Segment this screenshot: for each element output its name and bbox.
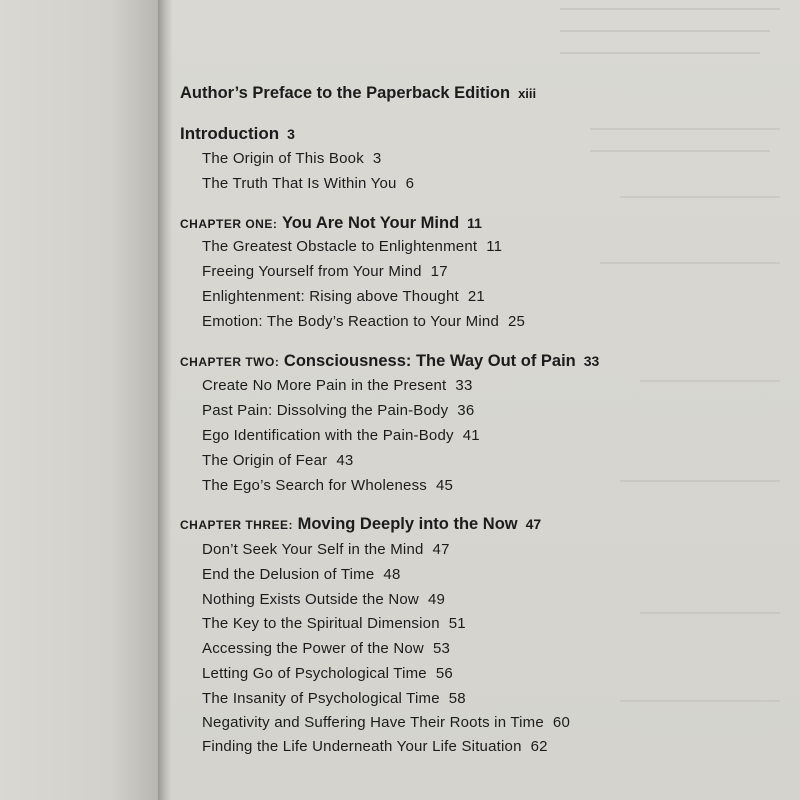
- toc-entry: [202, 288, 485, 305]
- entry-page: 21: [467, 288, 485, 305]
- entry-page: 51: [448, 615, 466, 632]
- entry-title: Freeing Yourself from Your Mind: [202, 263, 422, 280]
- entry-page: 45: [436, 477, 454, 494]
- toc-introduction: [180, 124, 295, 144]
- entry-title: Accessing the Power of the Now: [202, 640, 424, 657]
- entry-title: Negativity and Suffering Have Their Roots in Time: [202, 714, 544, 731]
- entry-page: 62: [530, 738, 548, 755]
- entry-title: The Origin of This Book: [202, 150, 364, 167]
- chapter-title: Consciousness: The Way Out of Pain: [283, 352, 576, 370]
- entry-title: Create No More Pain in the Present: [202, 377, 447, 394]
- entry-title: Nothing Exists Outside the Now: [202, 591, 419, 608]
- toc-entry: [202, 477, 453, 494]
- entry-page: 33: [455, 377, 473, 394]
- entry-page: 60: [552, 714, 571, 731]
- introduction-title: Introduction: [180, 124, 280, 143]
- preface-title: Author’s Preface to the Paperback Edition: [180, 84, 511, 102]
- entry-title: Past Pain: Dissolving the Pain-Body: [202, 402, 449, 419]
- chapter-heading-three: [180, 515, 541, 534]
- toc-entry: [202, 665, 453, 682]
- toc-entry: [202, 738, 548, 755]
- toc-entry: [202, 690, 466, 707]
- entry-page: 56: [435, 665, 453, 682]
- entry-title: The Key to the Spiritual Dimension: [202, 615, 440, 632]
- toc-entry: [202, 377, 473, 394]
- toc-entry: [202, 150, 381, 167]
- chapter-heading-two: [180, 352, 599, 371]
- chapter-label: CHAPTER ONE:: [180, 217, 278, 231]
- chapter-page: 11: [467, 215, 482, 231]
- entry-page: 41: [462, 427, 480, 444]
- toc-entry: [202, 175, 414, 192]
- entry-page: 17: [430, 263, 448, 280]
- entry-page: 36: [457, 402, 475, 419]
- entry-title: The Origin of Fear: [202, 452, 328, 469]
- toc-entry: [202, 714, 570, 731]
- entry-page: 3: [372, 150, 382, 167]
- book-gutter: [158, 0, 172, 800]
- entry-title: The Truth That Is Within You: [202, 175, 397, 192]
- entry-title: The Insanity of Psychological Time: [202, 690, 440, 707]
- entry-page: 6: [405, 175, 415, 192]
- chapter-heading-one: [180, 214, 482, 233]
- toc-entry: [202, 427, 480, 444]
- entry-page: 43: [336, 452, 354, 469]
- introduction-page: 3: [287, 126, 295, 142]
- chapter-title: You Are Not Your Mind: [281, 214, 460, 232]
- entry-page: 47: [432, 541, 450, 558]
- toc-preface: [180, 84, 536, 103]
- preface-page: xiii: [518, 86, 537, 101]
- toc-entry: [202, 541, 450, 558]
- toc-entry: [202, 615, 466, 632]
- toc-entry: [202, 591, 445, 608]
- entry-title: Don’t Seek Your Self in the Mind: [202, 541, 424, 558]
- chapter-title: Moving Deeply into the Now: [297, 515, 518, 533]
- entry-page: 49: [427, 591, 446, 608]
- entry-title: The Ego’s Search for Wholeness: [202, 477, 428, 494]
- facing-page-edge: [0, 0, 159, 800]
- toc-entry: [202, 452, 353, 469]
- chapter-label: CHAPTER TWO:: [180, 355, 280, 369]
- entry-title: Ego Identification with the Pain-Body: [202, 427, 454, 444]
- entry-title: End the Delusion of Time: [202, 566, 375, 583]
- chapter-page: 47: [525, 516, 542, 532]
- toc-entry: [202, 402, 474, 419]
- entry-page: 25: [508, 313, 526, 330]
- toc-entry: [202, 313, 525, 330]
- toc-entry: [202, 238, 502, 255]
- toc-entry: [202, 566, 401, 583]
- entry-title: Letting Go of Psychological Time: [202, 665, 427, 682]
- entry-title: Finding the Life Underneath Your Life Situation: [202, 738, 522, 755]
- entry-title: Emotion: The Body’s Reaction to Your Mind: [202, 313, 499, 330]
- entry-page: 48: [383, 566, 401, 583]
- entry-page: 53: [432, 640, 451, 657]
- toc-entry: [202, 263, 448, 280]
- toc-entry: [202, 640, 450, 657]
- chapter-page: 33: [583, 353, 600, 369]
- entry-page: 11: [486, 238, 503, 255]
- entry-title: Enlightenment: Rising above Thought: [202, 288, 459, 305]
- entry-page: 58: [448, 690, 466, 707]
- entry-title: The Greatest Obstacle to Enlightenment: [202, 238, 478, 255]
- chapter-label: CHAPTER THREE:: [180, 518, 294, 532]
